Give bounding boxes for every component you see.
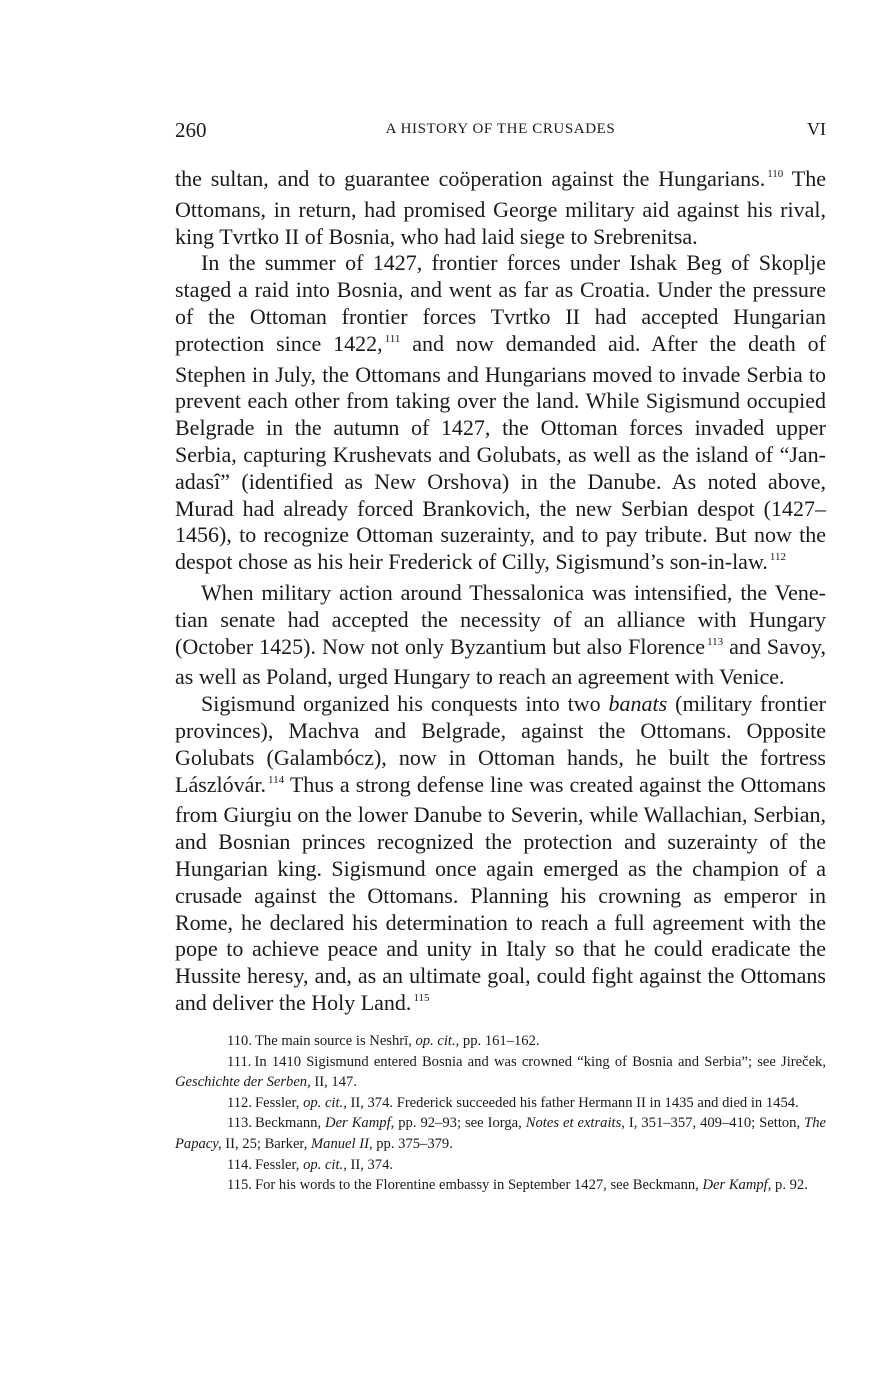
- running-title: A HISTORY OF THE CRUSADES: [385, 121, 616, 137]
- footnote-number: 114.: [227, 1156, 252, 1173]
- footnote-text: The main source is Neshrī,: [255, 1033, 416, 1049]
- paragraph: [175, 166, 826, 250]
- footnote-text: II, 374. Frederick succeeded his father Hermann II in 1435 and died in 1454.: [346, 1094, 799, 1111]
- footnote-text: Beckmann,: [255, 1115, 326, 1132]
- footnote: [175, 1155, 826, 1176]
- footnote-text: II, 374.: [346, 1156, 394, 1173]
- footnote-ref[interactable]: 112: [769, 551, 786, 564]
- text-run: In the summer of 1427, frontier forces under Ishak Beg of Skoplje staged a raid into Bosnia, and went as far as Croatia. Under the pressure of the Ottoman frontier forces Tvrtko II had accepted Hungarian protection since 1422,: [175, 250, 826, 356]
- paragraph: [175, 580, 826, 691]
- footnote-italic: Manuel II,: [311, 1135, 373, 1152]
- text-run: Sigismund organized his conquests into two: [201, 691, 609, 717]
- footnote-number: 113.: [227, 1115, 252, 1132]
- paragraph: [175, 691, 826, 1021]
- text-run: Thus a strong defense line was created against the Ottomans from Giurgiu on the lower Danube to Severin, while Wallachian, Serbian, and Bosnian princes recognized the protection and suzerainty of the Hungarian king. Sigismund once again emerged as the champion of a crusade against the Ottomans. Planning his crowning as emperor in Rome, he declared his determination to reach a full agreement with the pope to achieve peace and unity in Italy so that he could eradicate the Hussite heresy, and, as an ultimate goal, could fight against the Ottomans and deliver the Holy Land.: [175, 771, 826, 1015]
- footnote: [175, 1093, 826, 1114]
- running-head: [175, 118, 826, 144]
- page-number: 260: [175, 118, 207, 142]
- footnote-number: 110.: [227, 1033, 252, 1049]
- italic-term: banats: [608, 691, 668, 717]
- footnote-italic: op. cit.,: [415, 1033, 460, 1049]
- text-run: When military action around Thessalonica was intensified, the Venetian senate had accepted the necessity of an alliance with Hungary (October 1425). Now not only Byzantium but also Florence: [175, 579, 826, 659]
- footnote-italic: Geschichte der Serben,: [175, 1074, 311, 1091]
- footnote-text: I, 351–357, 409–410; Setton,: [624, 1115, 805, 1132]
- footnote-number: 111.: [227, 1053, 252, 1070]
- footnote-ref[interactable]: 111: [384, 332, 401, 345]
- footnote-text: Fessler,: [255, 1094, 304, 1111]
- footnote-text: p. 92.: [771, 1177, 808, 1194]
- main-text: [175, 166, 826, 1021]
- footnote-italic: op. cit.,: [303, 1156, 347, 1173]
- chapter-number: VI: [807, 119, 826, 139]
- text-run: (military frontier provinces), Machva and Belgrade, against the Ottomans. Opposite Golubats (Galambócz), now in Ottoman hands, he built the fortress Lászlóvár.: [175, 691, 826, 797]
- footnote-text: II, 25; Barker,: [221, 1135, 311, 1152]
- footnote-ref[interactable]: 115: [413, 991, 430, 1004]
- footnotes: [175, 1031, 826, 1196]
- footnote-text: For his words to the Florentine embassy in September 1427, see Beckmann,: [255, 1177, 703, 1194]
- footnote-italic: Notes et extraits,: [525, 1115, 625, 1132]
- footnote-number: 115.: [227, 1177, 252, 1194]
- footnote: [175, 1052, 826, 1093]
- text-run: and now demanded aid. After the death of Stephen in July, the Ottomans and Hungarians moved to invade Serbia to prevent each other from taking over the land. While Sigismund occupied Belgrade in the autumn of 1427, the Ottoman forces invaded upper Serbia, capturing Krushevats and Golubats, as well as the island of “Jan-adasî” (identified as New Orshova) in the Danube. As noted above, Murad had already forced Brankovich, the new Serbian despot (1427–1456), to recognize Ottoman suzerainty, and to pay tribute. But now the despot chose as his heir Frederick of Cilly, Sigismund’s son-in-law.: [175, 330, 826, 575]
- footnote: [175, 1113, 826, 1154]
- text-run: The Ottomans, in return, had promised George military aid against his rival, king Tvrtko II of Bosnia, who had laid siege to Srebrenitsa.: [175, 166, 826, 249]
- footnote: [175, 1031, 826, 1052]
- footnote-text: Fessler,: [255, 1156, 304, 1173]
- footnote-text: pp. 375–379.: [372, 1135, 453, 1152]
- footnote-ref[interactable]: 114: [268, 773, 285, 786]
- text-run: the sultan, and to guarantee coöperation against the Hungarians.: [175, 166, 766, 191]
- footnote-italic: Der Kampf,: [325, 1115, 395, 1132]
- footnote-ref[interactable]: 110: [767, 168, 784, 180]
- footnote-ref[interactable]: 113: [707, 635, 724, 648]
- paragraph: [175, 250, 826, 580]
- footnote-italic: Der Kampf,: [702, 1177, 772, 1194]
- footnote-text: In 1410 Sigismund entered Bosnia and was crowned “king of Bosnia and Serbia”; see Jireček,: [254, 1053, 826, 1070]
- footnote-text: II, 147.: [310, 1074, 357, 1091]
- text-run: and Savoy, as well as Poland, urged Hungary to reach an agreement with Venice.: [175, 633, 826, 690]
- footnote-italic: The Papacy,: [175, 1115, 826, 1152]
- footnote-number: 112.: [227, 1094, 252, 1111]
- footnote-text: pp. 92–93; see Iorga,: [394, 1115, 526, 1132]
- footnote-text: pp. 161–162.: [459, 1033, 540, 1049]
- footnote: [175, 1175, 826, 1196]
- footnote-italic: op. cit.,: [303, 1094, 347, 1111]
